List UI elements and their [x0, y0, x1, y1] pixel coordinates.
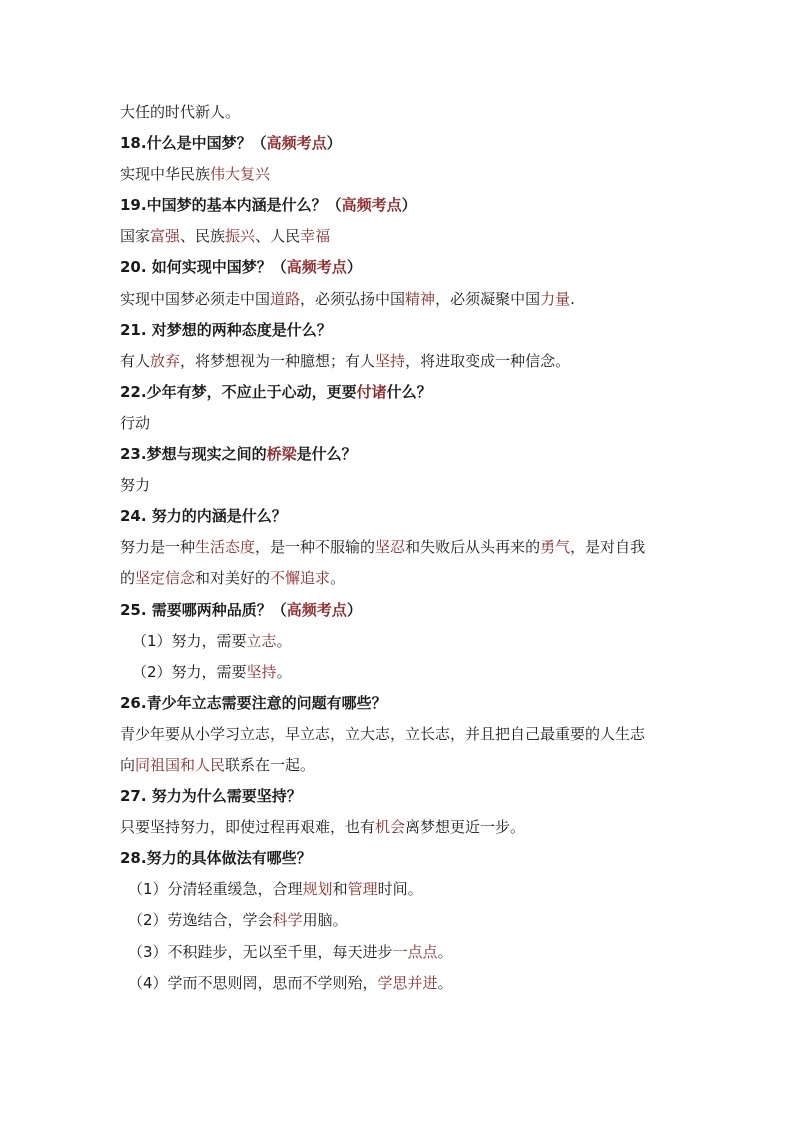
text-segment: 22.少年有梦，不应止于心动，更要 [120, 382, 357, 401]
text-segment: 努力 [120, 476, 151, 495]
text-segment: 24. 努力的内涵是什么？ [120, 507, 287, 526]
text-segment: 国家 [120, 227, 151, 246]
highlight-text: 付诸 [356, 382, 387, 401]
question-line [120, 501, 680, 532]
highlight-text: 一点点 [392, 942, 438, 961]
highlight-text: 不懈追求 [270, 569, 331, 588]
answer-line [120, 968, 680, 999]
answer-line [120, 905, 680, 936]
question-line [120, 843, 680, 874]
highlight-text: 同祖国和人民 [135, 755, 226, 774]
text-segment: 和失败后从头再来的 [405, 538, 541, 557]
question-line [120, 128, 680, 159]
question-line [120, 439, 680, 470]
highlight-text: 力量 [540, 289, 571, 308]
text-segment: 25. 需要哪两种品质？（ [120, 600, 287, 619]
highlight-text: 规划 [302, 880, 333, 899]
text-segment: ） [326, 134, 342, 153]
text-segment: 18.什么是中国梦？（ [120, 134, 267, 153]
text-segment: 的 [120, 569, 136, 588]
answer-line [120, 97, 680, 128]
highlight-text: 伟大复兴 [210, 165, 271, 184]
text-segment: 28.努力的具体做法有哪些？ [120, 849, 312, 868]
highlight-text: 生活态度 [195, 538, 256, 557]
text-segment: 什么？ [386, 382, 432, 401]
answer-line [120, 626, 680, 657]
highlight-text: 放弃 [150, 351, 181, 370]
text-segment: 、民族 [180, 227, 226, 246]
text-segment: 。 [276, 662, 292, 681]
text-segment: 离梦想更近一步。 [405, 818, 526, 837]
text-segment: 实现中华民族 [120, 165, 211, 184]
highlight-text: 高频考点 [286, 600, 347, 619]
highlight-text: 幸福 [300, 227, 331, 246]
text-segment: ，将梦想视为一种臆想；有人 [180, 351, 376, 370]
highlight-text: 坚持 [375, 351, 406, 370]
answer-line [120, 812, 680, 843]
text-segment: . [570, 289, 575, 308]
text-segment: ，将进取变成一种信念。 [405, 351, 571, 370]
text-segment: （2）努力，需要 [132, 662, 247, 681]
text-segment: ） [346, 258, 362, 277]
answer-line [120, 470, 680, 501]
text-segment: 向 [120, 755, 136, 774]
question-line [120, 688, 680, 719]
text-segment: 。 [437, 942, 453, 961]
answer-line [120, 532, 680, 563]
question-line [120, 377, 680, 408]
text-segment: 时间。 [377, 880, 423, 899]
text-segment: 和对美好的 [195, 569, 271, 588]
question-line [120, 595, 680, 626]
text-segment: 26.青少年立志需要注意的问题有哪些？ [120, 693, 387, 712]
highlight-text: 管理 [347, 880, 378, 899]
text-segment: （3）不积跬步，无以至千里，每天进步 [128, 942, 393, 961]
text-segment: ） [346, 600, 362, 619]
text-segment: ，必须凝聚中国 [435, 289, 541, 308]
highlight-text: 勇气 [540, 538, 571, 557]
highlight-text: 高频考点 [286, 258, 347, 277]
highlight-text: 振兴 [225, 227, 256, 246]
text-segment: 。 [330, 569, 346, 588]
highlight-text: 富强 [150, 227, 181, 246]
text-segment: ） [401, 196, 417, 215]
answer-line [120, 719, 680, 750]
text-segment: 有人 [120, 351, 151, 370]
answer-line [120, 221, 680, 252]
highlight-text: 精神 [405, 289, 436, 308]
answer-line [120, 937, 680, 968]
answer-line [120, 284, 680, 315]
answer-line [120, 408, 680, 439]
answer-line [120, 874, 680, 905]
question-line [120, 315, 680, 346]
highlight-text: 学思并进 [377, 973, 438, 992]
question-line [120, 190, 680, 221]
text-segment: 只要坚持努力，即使过程再艰难，也有 [120, 818, 376, 837]
answer-line [120, 657, 680, 688]
text-segment: （1）分清轻重缓急，合理 [128, 880, 303, 899]
answer-line [120, 750, 680, 781]
text-segment: 27. 努力为什么需要坚持？ [120, 787, 302, 806]
text-segment: 。 [437, 973, 453, 992]
text-segment: 行动 [120, 413, 151, 432]
question-line [120, 781, 680, 812]
answer-line [120, 563, 680, 594]
text-segment: （4）学而不思则罔，思而不学则殆， [128, 973, 378, 992]
highlight-text: 机会 [375, 818, 406, 837]
text-segment: 19.中国梦的基本内涵是什么？（ [120, 196, 342, 215]
text-segment: 联系在一起。 [225, 755, 316, 774]
text-segment: 。 [276, 631, 292, 650]
highlight-text: 立志 [246, 631, 277, 650]
highlight-text: 高频考点 [266, 134, 327, 153]
text-segment: （1）努力，需要 [132, 631, 247, 650]
text-segment: 用脑。 [302, 911, 348, 930]
text-segment: ，是对自我 [570, 538, 646, 557]
text-segment: 21. 对梦想的两种态度是什么？ [120, 320, 332, 339]
text-segment: ，是一种不服输的 [255, 538, 376, 557]
qa-content [120, 97, 680, 999]
text-segment: （2）劳逸结合，学会 [128, 911, 273, 930]
highlight-text: 坚忍 [375, 538, 406, 557]
text-segment: 、人民 [255, 227, 301, 246]
text-segment: 青少年要从小学习立志，早立志，立大志，立长志，并且把自己最重要的人生志 [120, 724, 646, 743]
text-segment: 23.梦想与现实之间的 [120, 445, 267, 464]
highlight-text: 桥梁 [266, 445, 297, 464]
text-segment: 实现中国梦必须走中国 [120, 289, 271, 308]
question-line [120, 252, 680, 283]
highlight-text: 坚持 [246, 662, 277, 681]
answer-line [120, 159, 680, 190]
highlight-text: 高频考点 [341, 196, 402, 215]
text-segment: 努力是一种 [120, 538, 196, 557]
text-segment: 和 [332, 880, 348, 899]
text-segment: 是什么？ [296, 445, 357, 464]
text-segment: ，必须弘扬中国 [300, 289, 406, 308]
highlight-text: 道路 [270, 289, 301, 308]
highlight-text: 科学 [272, 911, 303, 930]
text-segment: 20. 如何实现中国梦？（ [120, 258, 287, 277]
text-segment: 大任的时代新人。 [120, 103, 241, 121]
highlight-text: 坚定信念 [135, 569, 196, 588]
answer-line [120, 346, 680, 377]
